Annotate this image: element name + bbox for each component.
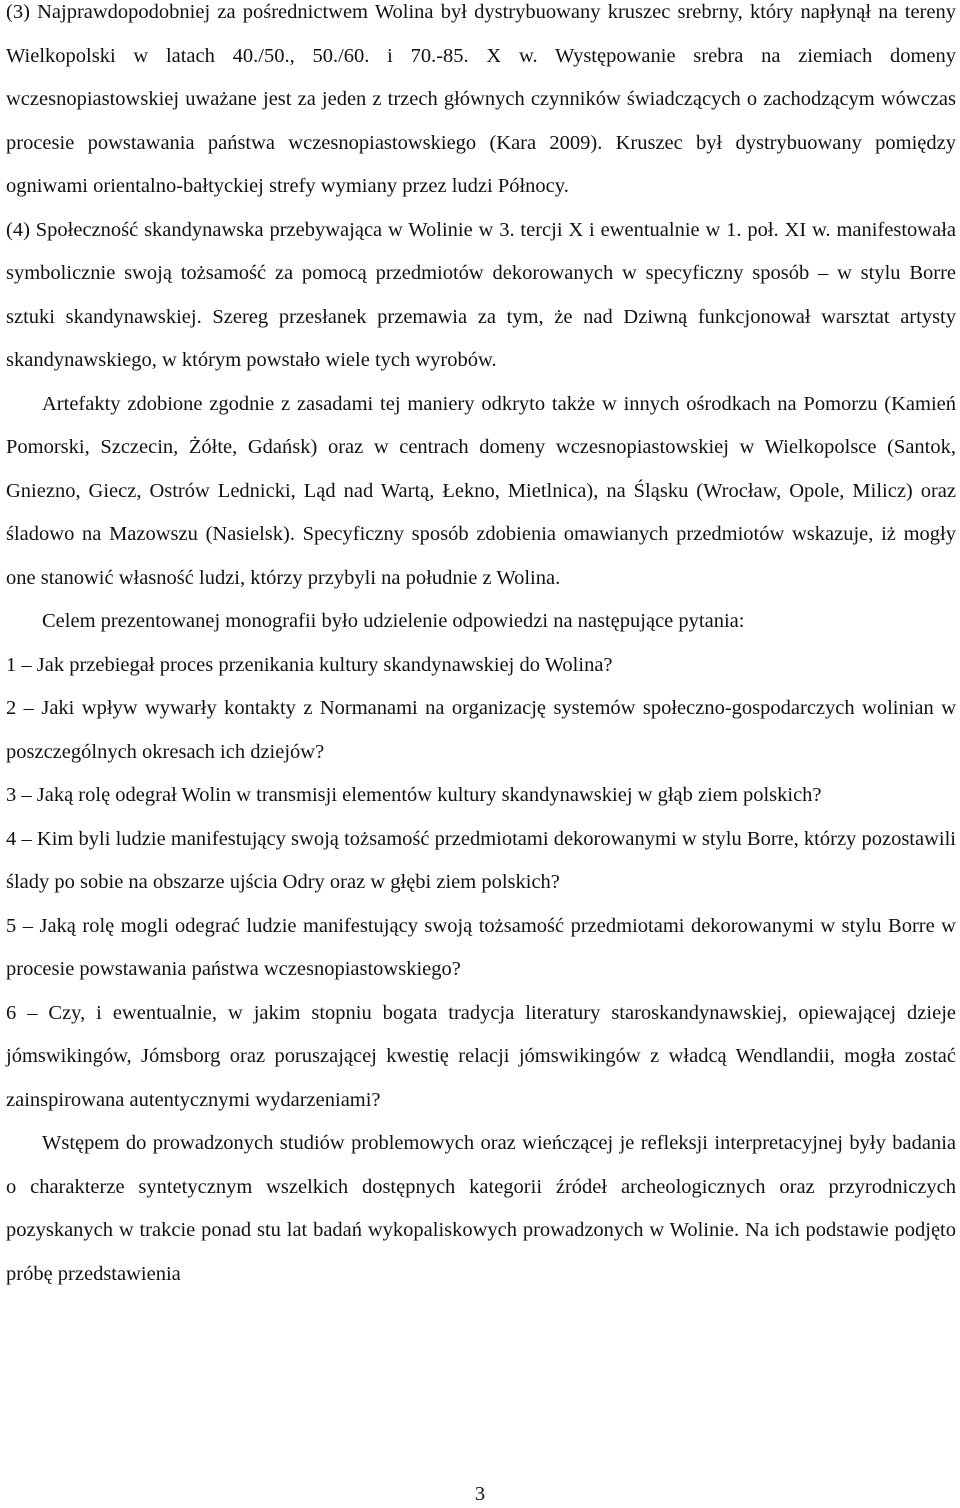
question-1: 1 – Jak przebiegał proces przenikania kultury skandynawskiej do Wolina? <box>6 653 613 676</box>
document-page <box>6 0 956 1296</box>
paragraph-introduction-studies: Wstępem do prowadzonych studiów problemowych oraz wieńczącej je refleksji interpretacyjnej były badania o charakterze syntetycznym wszelkich dostępnych kategorii źródeł archeologicznych oraz przyrodniczych pozyskanych w trakcie ponad stu lat badań wykopaliskowych prowadzonych w Wolinie. Na ich podstawie podjęto próbę przedstawienia <box>6 1132 956 1285</box>
paragraph-point-3: (3) Najprawdopodobniej za pośrednictwem Wolina był dystrybuowany kruszec srebrny, który napłynął na tereny Wielkopolski w latach 40./50., 50./60. i 70.-85. X w. Występowanie srebra na ziemiach domeny wczesnopiastowskiej uważane jest za jeden z trzech głównych czynników świadczących o zachodzącym wówczas procesie powstawania państwa wczesnopiastowskiego (Kara 2009). Kruszec był dystrybuowany pomiędzy ogniwami orientalno-bałtyckiej strefy wymiany przez ludzi Północy. <box>6 1 956 197</box>
paragraph-point-4: (4) Społeczność skandynawska przebywająca w Wolinie w 3. tercji X i ewentualnie w 1. poł. XI w. manifestowała symbolicznie swoją tożsamość za pomocą przedmiotów dekorowanych w specyficzny sposób – w stylu Borre sztuki skandynawskiej. Szereg przesłanek przemawia za tym, że nad Dziwną funkcjonował warsztat artysty skandynawskiego, w którym powstało wiele tych wyrobów. <box>6 218 956 371</box>
page-number: 3 <box>474 1483 486 1505</box>
question-6: 6 – Czy, i ewentualnie, w jakim stopniu bogata tradycja literatury staroskandynawskiej, opiewającej dzieje jómswikingów, Jómsborg oraz poruszającej kwestię relacji jómswikingów z władcą Wendlandii, mogła zostać zainspirowana autentycznymi wydarzeniami? <box>6 1001 956 1111</box>
question-3: 3 – Jaką rolę odegrał Wolin w transmisji elementów kultury skandynawskiej w głąb ziem polskich? <box>6 784 822 806</box>
question-2: 2 – Jaki wpływ wywarły kontakty z Normanami na organizację systemów społeczno-gospodarczych wolinian w poszczególnych okresach ich dziejów? <box>6 697 956 763</box>
paragraph-artefacts: Artefakty zdobione zgodnie z zasadami tej maniery odkryto także w innych ośrodkach na Pomorzu (Kamień Pomorski, Szczecin, Żółte, Gdańsk) oraz w centrach domeny wczesnopiastowskiej w Wielkopolsce (Santok, Gniezno, Giecz, Ostrów Lednicki, Ląd nad Wartą, Łekno, Mietlnica), na Śląsku (Wrocław, Opole, Milicz) oraz śladowo na Mazowszu (Nasielsk). Specyficzny sposób zdobienia omawianych przedmiotów wskazuje, iż mogły one stanowić własność ludzi, którzy przybyli na południe z Wolina. <box>6 392 956 589</box>
question-4: 4 – Kim byli ludzie manifestujący swoją tożsamość przedmiotami dekorowanymi w stylu Borre, którzy pozostawili ślady po sobie na obszarze ujścia Odry oraz w głębi ziem polskich? <box>6 827 956 893</box>
question-5: 5 – Jaką rolę mogli odegrać ludzie manifestujący swoją tożsamość przedmiotami dekorowanymi w stylu Borre w procesie powstawania państwa wczesnopiastowskiego? <box>6 914 956 980</box>
paragraph-questions-intro: Celem prezentowanej monografii było udzielenie odpowiedzi na następujące pytania: <box>42 610 745 632</box>
